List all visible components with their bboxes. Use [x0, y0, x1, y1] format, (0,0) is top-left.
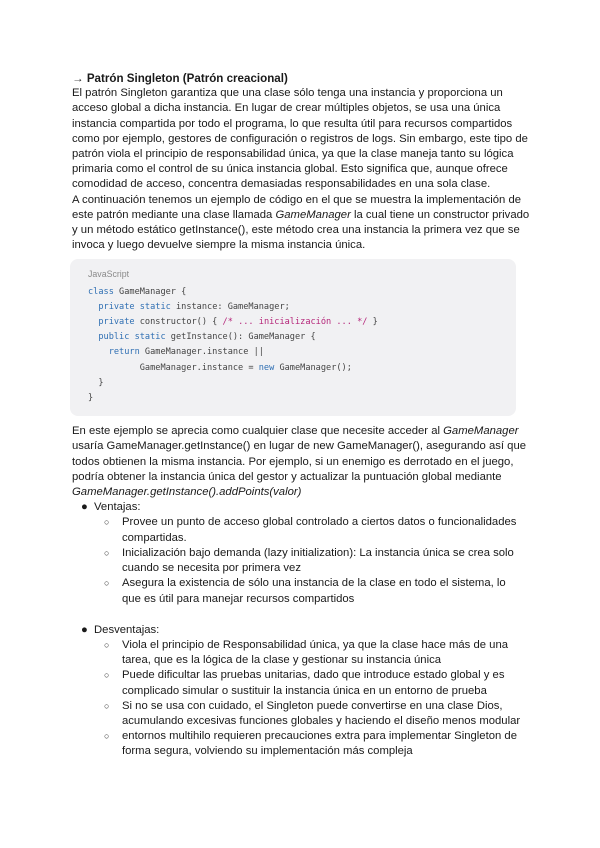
code-block	[70, 259, 516, 416]
hollow-bullet-icon: ○	[104, 547, 110, 558]
disadvantages-block	[72, 623, 532, 638]
hollow-bullet-icon: ○	[104, 731, 110, 742]
code-text: }	[367, 317, 378, 328]
list-item: ○ Asegura la existencia de sólo una instancia de la clase en todo el sistema, lo que es útil para manejar recursos compartidos	[104, 577, 506, 605]
after-code-call-italic: GameManager.getInstance().addPoints(valor)	[72, 486, 302, 499]
code-text: GameManager.instance =	[139, 362, 259, 373]
advantages-list	[72, 515, 532, 606]
code-text: }	[98, 377, 104, 388]
code-line	[88, 361, 516, 376]
pros-cons-list	[72, 500, 532, 515]
class-name-italic: GameManager	[275, 208, 351, 221]
code-language-label: JavaScript	[88, 269, 130, 280]
code-text: constructor() {	[134, 317, 223, 328]
code-text: }	[88, 393, 94, 404]
advantages-title: Ventajas:	[94, 501, 141, 514]
hollow-bullet-icon: ○	[104, 578, 110, 589]
code-line	[88, 315, 516, 330]
example-intro-paragraph	[72, 193, 532, 254]
code-text: getInstance(): GameManager {	[165, 332, 316, 343]
code-text: GameManager.instance ||	[139, 347, 264, 358]
code-line	[88, 376, 516, 391]
disadvantages-item	[72, 623, 532, 638]
code-text: GameManager();	[274, 362, 352, 373]
disadvantages-title: Desventajas:	[94, 623, 160, 636]
code-text: GameManager {	[113, 286, 187, 297]
code-line	[88, 300, 516, 315]
filled-bullet-icon: ●	[81, 501, 88, 514]
code-lines	[88, 285, 516, 407]
after-code-class-italic: GameManager	[443, 425, 519, 438]
list-item: ○ Si no se usa con cuidado, el Singleton puede convertirse en una clase Dios, acumulando excesivas funciones globales y haciendo el diseño menos modular	[104, 699, 521, 727]
disadvantages-list	[72, 638, 532, 760]
hollow-bullet-icon: ○	[104, 639, 110, 650]
section-heading: → Patrón Singleton (Patrón creacional)	[72, 72, 288, 85]
code-keyword: class	[88, 286, 114, 297]
hollow-bullet-icon: ○	[104, 517, 110, 528]
code-line	[88, 391, 516, 406]
code-line	[88, 330, 516, 345]
after-code-paragraph	[72, 424, 532, 500]
list-item: ○ Viola el principio de Responsabilidad única, ya que la clase hace más de una tarea, que es la lógica de la clase y gestionar su instancia única	[104, 638, 509, 667]
document-page	[72, 71, 532, 760]
after-code-text-2: usaría GameManager.getInstance() en lugar de new GameManager(), asegurando así que todos obtienen la misma instancia. Por ejemplo, si un enemigo es derrotado en el juego, podría obtener la instancia única del gestor y actualizar la puntuación global mediante	[72, 440, 527, 483]
list-item: ○ entornos multihilo requieren precauciones extra para implementar Singleton de forma segura, volviendo su implementación más compleja	[104, 730, 517, 758]
code-keyword: private static	[98, 301, 171, 312]
hollow-bullet-icon: ○	[104, 700, 110, 711]
filled-bullet-icon: ●	[81, 623, 88, 636]
code-keyword: return	[108, 347, 140, 358]
code-keyword: private	[98, 317, 135, 328]
advantages-item	[72, 500, 532, 515]
code-line	[88, 285, 516, 300]
code-text: instance: GameManager;	[170, 301, 290, 312]
code-keyword: public static	[98, 332, 166, 343]
code-keyword: new	[258, 362, 275, 373]
code-line	[88, 345, 516, 360]
example-intro-before: A continuación tenemos un ejemplo de código en el que se muestra la implementación de este patrón mediante una clase llamada	[72, 193, 522, 221]
intro-paragraph: El patrón Singleton garantiza que una clase sólo tenga una instancia y proporciona un acceso global a dicha instancia. En lugar de crear múltiples objetos, se usa una única instancia compartida por todo el programa, lo que resulta útil para recursos compartidos como por ejemplo, gestores de configuración o registros de logs. Sin embargo, este tipo de patrón viola el principio de responsabilidad única, ya que la clase maneja tanto su lógica primaria como el control de su única instancia global. Esto significa que, aunque ofrece comodidad de acceso, concentra demasiadas responsabilidades en una sola clase.	[72, 87, 528, 191]
list-item: ○ Puede dificultar las pruebas unitarias, dado que introduce estado global y es complicado simular o sustituir la instancia única en un entorno de prueba	[104, 669, 505, 697]
example-intro-after: la cual tiene un constructor privado y un método estático getInstance(), este método crea una instancia la primera vez que se invoca y luego devuelve siempre la misma instancia única.	[72, 208, 530, 252]
after-code-text-1: En este ejemplo se aprecia como cualquier clase que necesite acceder al	[72, 425, 444, 438]
hollow-bullet-icon: ○	[104, 670, 110, 681]
code-comment: /* ... inicialización ... */	[222, 317, 368, 328]
list-item: ○ Inicialización bajo demanda (lazy initialization): La instancia única se crea solo cuando se necesita por primera vez	[104, 546, 514, 575]
spacer	[72, 607, 532, 623]
list-item: ○ Provee un punto de acceso global controlado a ciertos datos o funcionalidades compartidas.	[104, 516, 517, 544]
